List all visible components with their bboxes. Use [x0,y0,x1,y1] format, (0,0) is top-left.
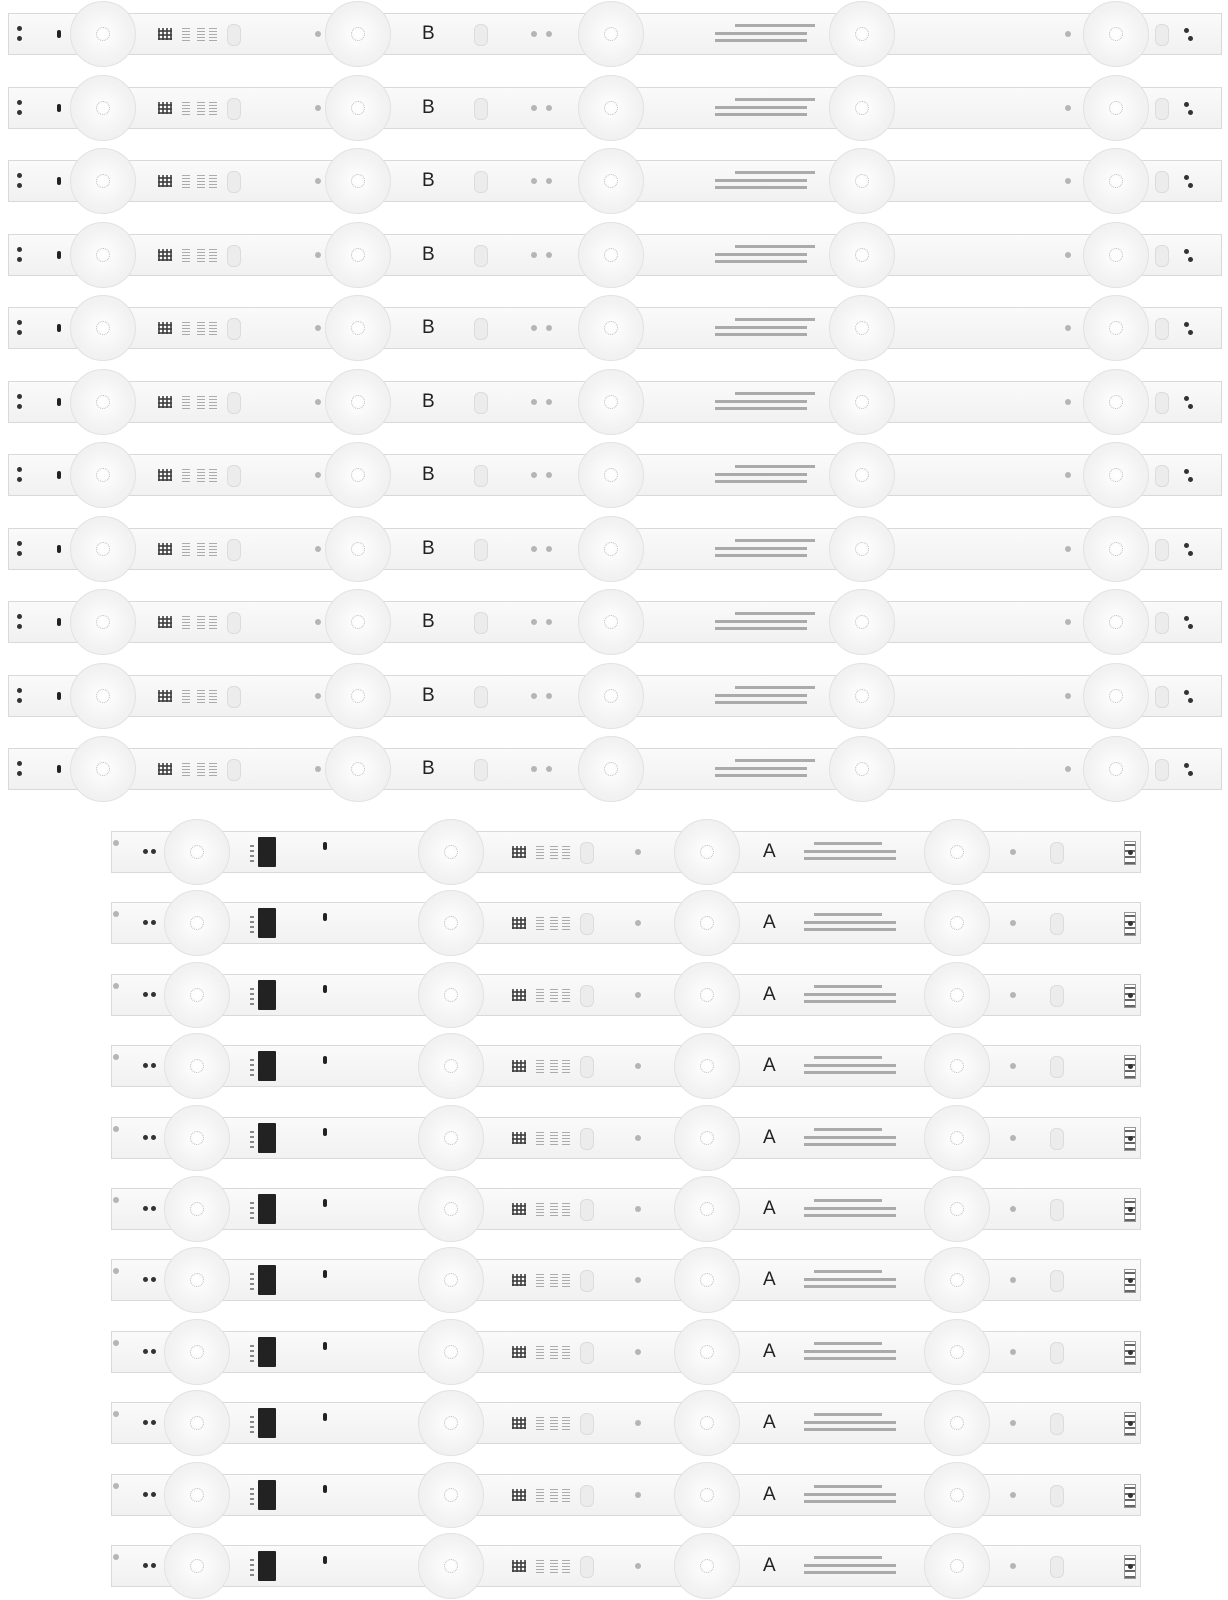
part-code-line [814,985,882,988]
solder-pad [143,1563,148,1568]
mount-hole [113,1483,119,1489]
wire-connector [258,1123,276,1153]
part-code-line [814,1342,882,1345]
connector-pins [250,1128,254,1148]
qr-code [512,1560,526,1572]
led-chip [950,1488,964,1502]
wire-connector [258,1194,276,1224]
part-code-line [804,1564,896,1567]
mount-hole [635,992,641,998]
led-lens [418,890,484,956]
print-text [562,1131,570,1145]
mount-hole [1010,1563,1016,1569]
led-chip [444,1345,458,1359]
mounting-slot [1050,985,1064,1007]
connector-pins [250,985,254,1005]
part-code-line [814,1556,882,1559]
led-lens [164,1176,230,1242]
print-text [562,1559,570,1573]
mount-hole [635,1135,641,1141]
component-marker [323,913,327,921]
part-code-line [804,1500,896,1503]
solder-pad [151,1349,156,1354]
solder-pad [143,849,148,854]
strip-letter: A [763,1555,776,1576]
mount-hole [1010,1206,1016,1212]
led-chip [190,1416,204,1430]
wire-connector [258,1337,276,1367]
print-text [536,988,544,1002]
led-lens [924,1033,990,1099]
led-chip [444,1416,458,1430]
component-marker [323,842,327,850]
solder-pad [151,1563,156,1568]
mounting-slot [580,1342,594,1364]
mount-hole [113,840,119,846]
part-code-line [804,1000,896,1003]
led-chip [950,988,964,1002]
part-code-line [804,857,896,860]
part-code-line [804,1278,896,1281]
led-chip [700,1273,714,1287]
mount-hole [1010,1135,1016,1141]
led-chip [190,916,204,930]
strip-letter: B [422,23,435,44]
led-lens [164,1319,230,1385]
part-code-line [804,928,896,931]
led-lens [924,1105,990,1171]
led-lens [924,962,990,1028]
solder-pad [143,1492,148,1497]
part-code-line [804,1357,896,1360]
led-chip [950,1345,964,1359]
mounting-slot [580,842,594,864]
mounting-slot [580,1128,594,1150]
led-lens [418,962,484,1028]
part-code-line [804,1071,896,1074]
led-chip [950,1416,964,1430]
part-code-line [804,1064,896,1067]
part-code-line [804,921,896,924]
mounting-slot [580,1270,594,1292]
print-text [562,1345,570,1359]
solder-pad [143,992,148,997]
mounting-slot [1050,1485,1064,1507]
wire-connector [258,1265,276,1295]
print-text [550,1416,558,1430]
led-chip [700,916,714,930]
strip-letter: A [763,983,776,1005]
wire-connector [258,1551,276,1581]
part-code-line [804,1285,896,1288]
led-lens [924,1247,990,1313]
led-chip [700,1488,714,1502]
component-marker [323,1270,327,1278]
led-chip [950,1273,964,1287]
part-code-line [814,1128,882,1131]
print-text [536,1059,544,1073]
led-lens [674,1176,740,1242]
component-marker [323,1128,327,1136]
led-lens [924,819,990,885]
led-lens [418,1247,484,1313]
led-chip [700,1559,714,1573]
wire-connector [258,980,276,1010]
mounting-slot [1050,1199,1064,1221]
component-marker [323,1413,327,1421]
component-marker [323,1556,327,1564]
led-lens [164,1533,230,1599]
print-text [536,1488,544,1502]
led-chip [190,1559,204,1573]
mount-hole [1010,1492,1016,1498]
connector-pins [250,842,254,862]
led-chip [950,1059,964,1073]
solder-pad [151,849,156,854]
solder-pad [151,1135,156,1140]
led-chip [444,916,458,930]
strip-letter: A [763,1055,776,1077]
print-text [562,916,570,930]
part-code-line [814,1056,882,1059]
strip-letter: A [763,841,776,862]
print-text [536,1559,544,1573]
strip-letter: B [422,464,435,485]
strip-letter: A [763,1483,776,1505]
strip-letter: A [763,912,776,934]
part-code-line [804,993,896,996]
part-code-line [804,1428,896,1431]
part-code-line [814,1485,882,1488]
led-chip [444,988,458,1002]
strip-letter: B [422,684,435,706]
print-text [550,1059,558,1073]
qr-code [512,989,526,1001]
wire-connector [258,908,276,938]
print-text [536,845,544,859]
led-lens [924,1462,990,1528]
led-chip [444,845,458,859]
led-lens [924,1533,990,1599]
qr-code [512,1060,526,1072]
qr-code [512,1132,526,1144]
strip-letter: B [422,537,435,559]
part-code-line [804,1493,896,1496]
led-chip [700,845,714,859]
strip-letter: B [422,170,435,191]
print-text [562,1059,570,1073]
led-chip [700,1416,714,1430]
led-chip [700,1202,714,1216]
mounting-slot [580,1485,594,1507]
wire-connector [258,1051,276,1081]
solder-pad [1128,850,1133,855]
led-chip [444,1559,458,1573]
led-lens [674,1033,740,1099]
led-chip [190,988,204,1002]
strip-letter: A [763,1269,776,1291]
led-lens [674,1247,740,1313]
led-lens [674,1533,740,1599]
led-chip [190,1273,204,1287]
led-chip [190,1488,204,1502]
component-marker [323,1199,327,1207]
part-code-line [804,1143,896,1146]
part-code-line [814,913,882,916]
print-text [562,845,570,859]
print-text [562,1416,570,1430]
solder-pad [151,992,156,997]
part-code-line [814,1199,882,1202]
mounting-slot [1050,842,1064,864]
mounting-slot [580,1413,594,1435]
print-text [536,916,544,930]
print-text [550,845,558,859]
mounting-slot [580,985,594,1007]
solder-pad [1128,993,1133,998]
led-lens [924,890,990,956]
connector-pins [250,1556,254,1576]
mount-hole [635,1563,641,1569]
solder-pad [1128,1350,1133,1355]
strip-letter: B [422,611,435,632]
connector-pins [250,1413,254,1433]
qr-code [512,917,526,929]
mount-hole [1010,992,1016,998]
strip-letter: B [422,758,435,779]
led-lens [674,1319,740,1385]
led-lens [418,1319,484,1385]
led-chip [950,1131,964,1145]
mount-hole [113,1554,119,1560]
mounting-slot [1050,1056,1064,1078]
part-code-line [804,1214,896,1217]
strip-letter: B [422,317,435,338]
part-code-line [814,1413,882,1416]
led-lens [674,1105,740,1171]
component-marker [323,1342,327,1350]
mounting-slot [1050,1342,1064,1364]
part-code-line [804,1136,896,1139]
strip-letter: B [422,96,435,118]
print-text [550,1202,558,1216]
solder-pad [151,1206,156,1211]
mount-hole [635,849,641,855]
part-code-line [804,1350,896,1353]
led-chip [444,1273,458,1287]
mount-hole [113,983,119,989]
led-lens [418,1033,484,1099]
led-lens [164,1462,230,1528]
strip-letter: A [763,1412,776,1434]
qr-code [512,846,526,858]
mounting-slot [580,1056,594,1078]
print-text [550,1345,558,1359]
solder-pad [143,1349,148,1354]
connector-pins [250,1199,254,1219]
led-lens [164,819,230,885]
wire-connector [258,837,276,867]
mounting-slot [1050,1556,1064,1578]
led-chip [700,1131,714,1145]
connector-pins [250,913,254,933]
part-code-line [804,1421,896,1424]
qr-code [512,1274,526,1286]
led-lens [164,962,230,1028]
connector-pins [250,1342,254,1362]
led-lens [164,1390,230,1456]
led-lens [418,1462,484,1528]
strip-letter: A [763,1340,776,1362]
mount-hole [1010,1349,1016,1355]
led-chip [444,1059,458,1073]
led-chip [444,1202,458,1216]
solder-pad [1128,1564,1133,1569]
mount-hole [635,1492,641,1498]
connector-pins [250,1270,254,1290]
print-text [550,916,558,930]
led-chip [700,1059,714,1073]
component-marker [323,985,327,993]
qr-code [512,1489,526,1501]
part-code-line [804,1571,896,1574]
led-chip [190,845,204,859]
led-lens [924,1176,990,1242]
mounting-slot [1050,1270,1064,1292]
mount-hole [1010,849,1016,855]
led-chip [950,1202,964,1216]
led-chip [190,1345,204,1359]
led-lens [674,1462,740,1528]
solder-pad [1128,1493,1133,1498]
part-code-line [804,850,896,853]
print-text [562,1202,570,1216]
led-chip [444,1488,458,1502]
qr-code [512,1203,526,1215]
led-lens [674,890,740,956]
wire-connector [258,1408,276,1438]
mounting-slot [1050,1413,1064,1435]
mounting-slot [1050,1128,1064,1150]
print-text [550,1559,558,1573]
print-text [550,1488,558,1502]
mounting-slot [580,1556,594,1578]
print-text [562,1488,570,1502]
strip-letter: A [763,1126,776,1148]
led-chip [950,1559,964,1573]
solder-pad [1128,1136,1133,1141]
part-code-line [804,1207,896,1210]
print-text [562,1273,570,1287]
connector-pins [250,1056,254,1076]
led-lens [418,819,484,885]
led-lens [164,890,230,956]
led-chip [950,845,964,859]
component-marker [323,1056,327,1064]
solder-pad [143,1206,148,1211]
led-chip [700,1345,714,1359]
led-lens [674,1390,740,1456]
qr-code [512,1417,526,1429]
led-lens [164,1105,230,1171]
strip-letter: A [763,1198,776,1219]
led-lens [418,1105,484,1171]
solder-pad [151,1492,156,1497]
print-text [550,1131,558,1145]
print-text [536,1345,544,1359]
print-text [550,988,558,1002]
led-chip [190,1131,204,1145]
led-chip [190,1202,204,1216]
led-lens [418,1390,484,1456]
print-text [536,1131,544,1145]
led-chip [950,916,964,930]
print-text [536,1273,544,1287]
wire-connector [258,1480,276,1510]
led-lens [674,962,740,1028]
strip-letter: B [422,243,435,265]
solder-pad [143,1135,148,1140]
mount-hole [113,1197,119,1203]
connector-pins [250,1485,254,1505]
mount-hole [635,1206,641,1212]
led-lens [164,1247,230,1313]
component-marker [323,1485,327,1493]
qr-code [512,1346,526,1358]
print-text [536,1416,544,1430]
led-chip [700,988,714,1002]
mounting-slot [1050,913,1064,935]
led-lens [924,1319,990,1385]
led-lens [418,1533,484,1599]
mount-hole [113,1126,119,1132]
led-lens [164,1033,230,1099]
print-text [562,988,570,1002]
mount-hole [635,1349,641,1355]
led-chip [444,1131,458,1145]
led-lens [924,1390,990,1456]
led-lens [418,1176,484,1242]
mounting-slot [580,1199,594,1221]
print-text [550,1273,558,1287]
strip-letter: B [422,390,435,412]
mounting-slot [580,913,594,935]
print-text [536,1202,544,1216]
mount-hole [113,1340,119,1346]
part-code-line [814,1270,882,1273]
part-code-line [814,842,882,845]
solder-pad [1128,1207,1133,1212]
led-lens [674,819,740,885]
led-chip [190,1059,204,1073]
